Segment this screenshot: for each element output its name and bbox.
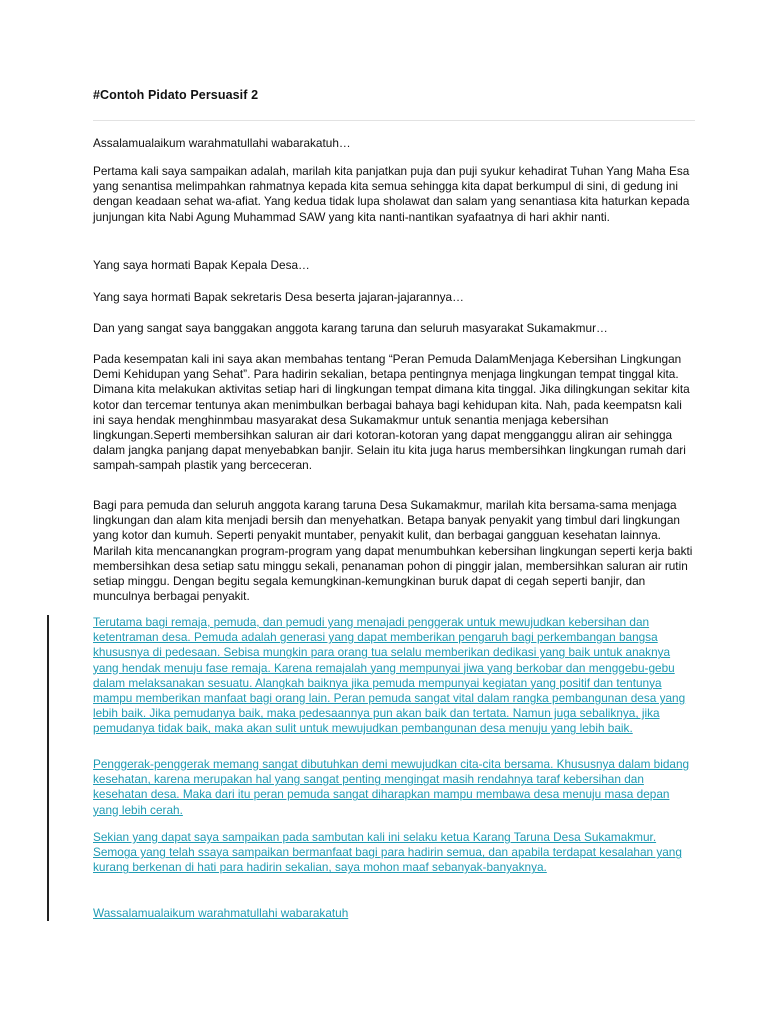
salutation-youth: Dan yang sangat saya banggakan anggota karang taruna dan seluruh masyarakat Sukamakmur… xyxy=(93,321,608,335)
link-paragraph-movers[interactable]: Penggerak-penggerak memang sangat dibutuhkan demi mewujudkan cita-cita bersama. Khususnya dalam bidang kesehatan, karena merupakan hal yang sangat penting mengingat masih rendahnya taraf kebersihan dan kesehatan desa. Maka dari itu peran pemuda sangat diharapkan mampu membawa desa menuju masa depan yang lebih cerah. xyxy=(93,757,690,817)
link-paragraph-farewell[interactable]: Wassalamualaikum warahmatullahi wabarakatuh xyxy=(93,906,349,920)
title-divider xyxy=(93,120,695,121)
salutation-village-head: Yang saya hormati Bapak Kepala Desa… xyxy=(93,258,310,272)
salutation-village-secretary: Yang saya hormati Bapak sekretaris Desa beserta jajaran-jajarannya… xyxy=(93,290,464,304)
link-paragraph-youth-role[interactable]: Terutama bagi remaja, pemuda, dan pemudi yang menajadi penggerak untuk mewujudkan kebersihan dan ketentraman desa. Pemuda adalah generasi yang dapat memberikan pengaruh bagi perkembangan bangsa khususnya di pedesaan. Sebisa mungkin para orang tua selalu memberikan dedikasi yang baik untuk anaknya yang hendak menuju fase remaja. Karena remajalah yang mempunyai jiwa yang berkobar dan menggebu-gebu dalam melaksanakan sesuatu. Alangkah baiknya jika pemuda mempunyai kegiatan yang positif dan tentunya mampu memberikan manfaat bagi orang lain. Peran pemuda sangat vital dalam rangka pembangunan desa yang lebih baik. Jika pemudanya baik, maka pedesaannya pun akan baik dan tertata. Namun juga sebaliknya, jika pemudanya tidak baik, maka akan sulit untuk mewujudkan pembangunan desa menuju yang lebih baik. xyxy=(93,615,686,736)
link-paragraph-closing[interactable]: Sekian yang dapat saya sampaikan pada sambutan kali ini selaku ketua Karang Taruna Desa Sukamakmur. Semoga yang telah ssaya sampaikan bermanfaat bagi para hadirin semua, dan apabila terdapat kesalahan yang kurang berkenan di hati para hadirin sekalian, saya mohon maaf sebanyak-banyaknya. xyxy=(93,830,682,875)
opening-paragraph: Pertama kali saya sampaikan adalah, marilah kita panjatkan puja dan puji syukur kehadirat Tuhan Yang Maha Esa yang senantisa melimpahkan rahmatnya kepada kita semua sehingga kita dapat berkumpul di sini, di gedung ini dengan keadaan sehat wa-afiat. Yang kedua tidak lupa sholawat dan salam yang senantiasa kita haturkan kepada junjungan kita Nabi Agung Muhammad SAW yang kita nanti-nantikan syafaatnya di hari akhir nanti. xyxy=(93,164,690,224)
greeting-paragraph: Assalamualaikum warahmatullahi wabarakatuh… xyxy=(93,136,351,150)
document-title: #Contoh Pidato Persuasif 2 xyxy=(93,88,259,102)
youth-call-paragraph: Bagi para pemuda dan seluruh anggota karang taruna Desa Sukamakmur, marilah kita bersama-sama menjaga lingkungan dan alam kita menjadi bersih dan menyehatkan. Betapa banyak penyakit yang timbul dari lingkungan yang kotor dan kumuh. Seperti penyakit muntaber, penyakit kulit, dan berbagai gangguan kesehatan lainnya. Marilah kita mencanangkan program-program yang dapat menumbuhkan kebersihan lingkungan seperti kerja bakti membersihkan desa setiap satu minggu sekali, penanaman pohon di pinggir jalan, membersihkan saluran air rutin setiap minggu. Dengan begitu segala kemungkinan-kemungkinan buruk dapat di cegah seperti banjir, dan munculnya berbagai penyakit. xyxy=(93,498,693,604)
topic-paragraph: Pada kesempatan kali ini saya akan membahas tentang “Peran Pemuda DalamMenjaga Kebersihan Lingkungan Demi Kehidupan yang Sehat”. Para hadirin sekalian, betapa pentingnya menjaga lingkungan tempat tinggal kita. Dimana kita melakukan aktivitas setiap hari di lingkungan tempat dimana kita tinggal. Jika dilingkungan sekitar kita kotor dan tercemar tentunya akan menimbulkan berbagai bahaya bagi kehidupan kita. Nah, pada keempatsn kali ini saya hendak menghinmbau masyarakat desa Sukamakmur untuk senantia menjaga kebersihan lingkungan.Seperti membersihkan saluran air dari kotoran-kotoran yang dapat mengganggu aliran air sehingga dalam jangka panjang dapat menyebabkan banjir. Selain itu kita juga harus membersihkan lingkungan rumah dari sampah-sampah plastik yang berceceran. xyxy=(93,352,690,473)
selection-margin-bar xyxy=(47,615,49,921)
